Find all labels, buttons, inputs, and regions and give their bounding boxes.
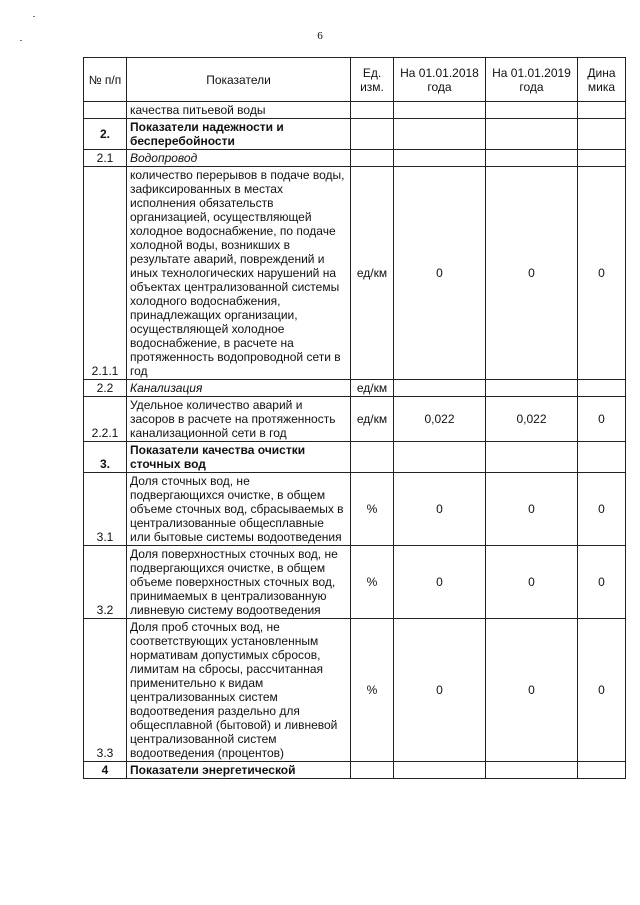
page-number: 6 (317, 30, 323, 42)
row-num: 3. (84, 442, 127, 473)
row-value-2019 (486, 102, 578, 119)
row-indicator: количество перерывов в подаче воды, зафиксированных в местах исполнения обязательств организацией, осуществляющей холодное водоснабжение, по подаче холодной воды, возникших в результате аварий, повреждений и иных технологических нарушений на объектах централизованной системы холодного водоснабжения, принадлежащих организации, осуществляющей холодное водоснабжение, в расчете на протяженность водопроводной сети в год (127, 167, 351, 380)
table-row (84, 397, 626, 442)
row-value-2018: 0 (394, 546, 486, 619)
table-row-subsection (84, 150, 626, 167)
row-dynamics (578, 150, 626, 167)
row-dynamics: 0 (578, 619, 626, 762)
row-indicator: Показатели надежности и бесперебойности (127, 119, 351, 150)
row-num (84, 102, 127, 119)
row-value-2018 (394, 442, 486, 473)
row-value-2018: 0 (394, 167, 486, 380)
row-indicator: качества питьевой воды (127, 102, 351, 119)
row-value-2019 (486, 150, 578, 167)
row-value-2019 (486, 442, 578, 473)
row-num: 3.2 (84, 546, 127, 619)
row-unit (351, 762, 394, 779)
row-value-2019: 0 (486, 546, 578, 619)
table-row (84, 167, 626, 380)
row-num: 2. (84, 119, 127, 150)
row-dynamics (578, 762, 626, 779)
indicators-table (83, 57, 626, 779)
row-dynamics (578, 102, 626, 119)
row-indicator: Доля сточных вод, не подвергающихся очистке, в общем объеме сточных вод, сбрасываемых в централизованные общесплавные или бытовые системы водоотведения (127, 473, 351, 546)
row-dynamics: 0 (578, 397, 626, 442)
row-value-2018 (394, 380, 486, 397)
table-row-section (84, 119, 626, 150)
row-indicator: Доля проб сточных вод, не соответствующих установленным нормативам допустимых сбросов, лимитам на сбросы, рассчитанная применительно к видам централизованных систем водоотведения раздельно для общесплавной (бытовой) и ливневой централизованной систем водоотведения (процентов) (127, 619, 351, 762)
row-unit (351, 102, 394, 119)
row-unit: ед/км (351, 167, 394, 380)
scan-speck (20, 40, 22, 41)
row-value-2018 (394, 150, 486, 167)
row-num: 2.1 (84, 150, 127, 167)
row-unit: % (351, 473, 394, 546)
row-value-2019: 0 (486, 619, 578, 762)
row-num: 4 (84, 762, 127, 779)
table-row (84, 619, 626, 762)
header-row (84, 58, 626, 102)
row-num: 3.3 (84, 619, 127, 762)
header-2018: На 01.01.2018 года (394, 58, 486, 102)
row-value-2018 (394, 102, 486, 119)
table-row-subsection (84, 380, 626, 397)
header-indicators: Показатели (127, 58, 351, 102)
row-value-2018: 0 (394, 619, 486, 762)
table-row (84, 473, 626, 546)
table-row-section (84, 762, 626, 779)
row-dynamics (578, 442, 626, 473)
row-unit (351, 150, 394, 167)
header-num: № п/п (84, 58, 127, 102)
header-2019: На 01.01.2019 года (486, 58, 578, 102)
row-value-2019 (486, 119, 578, 150)
row-indicator: Доля поверхностных сточных вод, не подвергающихся очистке, в общем объеме поверхностных сточных вод, принимаемых в централизованную ливневую систему водоотведения (127, 546, 351, 619)
header-dynamics: Дина мика (578, 58, 626, 102)
row-unit (351, 119, 394, 150)
row-num: 2.1.1 (84, 167, 127, 380)
header-unit: Ед. изм. (351, 58, 394, 102)
table-row (84, 102, 626, 119)
row-dynamics: 0 (578, 546, 626, 619)
row-dynamics: 0 (578, 167, 626, 380)
row-indicator: Показатели качества очистки сточных вод (127, 442, 351, 473)
row-indicator: Канализация (127, 380, 351, 397)
row-unit: % (351, 619, 394, 762)
row-value-2019: 0 (486, 167, 578, 380)
row-dynamics (578, 119, 626, 150)
row-value-2019 (486, 380, 578, 397)
row-num: 2.2.1 (84, 397, 127, 442)
row-value-2018 (394, 119, 486, 150)
row-value-2018: 0 (394, 473, 486, 546)
row-indicator: Показатели энергетической (127, 762, 351, 779)
row-dynamics (578, 380, 626, 397)
row-value-2019: 0,022 (486, 397, 578, 442)
row-dynamics: 0 (578, 473, 626, 546)
row-indicator: Удельное количество аварий и засоров в расчете на протяженность канализационной сети в год (127, 397, 351, 442)
row-unit: ед/км (351, 397, 394, 442)
row-unit (351, 442, 394, 473)
row-value-2018: 0,022 (394, 397, 486, 442)
table-row (84, 546, 626, 619)
row-num: 2.2 (84, 380, 127, 397)
table-row-section (84, 442, 626, 473)
scan-speck (33, 16, 35, 17)
row-unit: ед/км (351, 380, 394, 397)
row-value-2019 (486, 762, 578, 779)
row-value-2018 (394, 762, 486, 779)
row-value-2019: 0 (486, 473, 578, 546)
row-num: 3.1 (84, 473, 127, 546)
row-unit: % (351, 546, 394, 619)
row-indicator: Водопровод (127, 150, 351, 167)
